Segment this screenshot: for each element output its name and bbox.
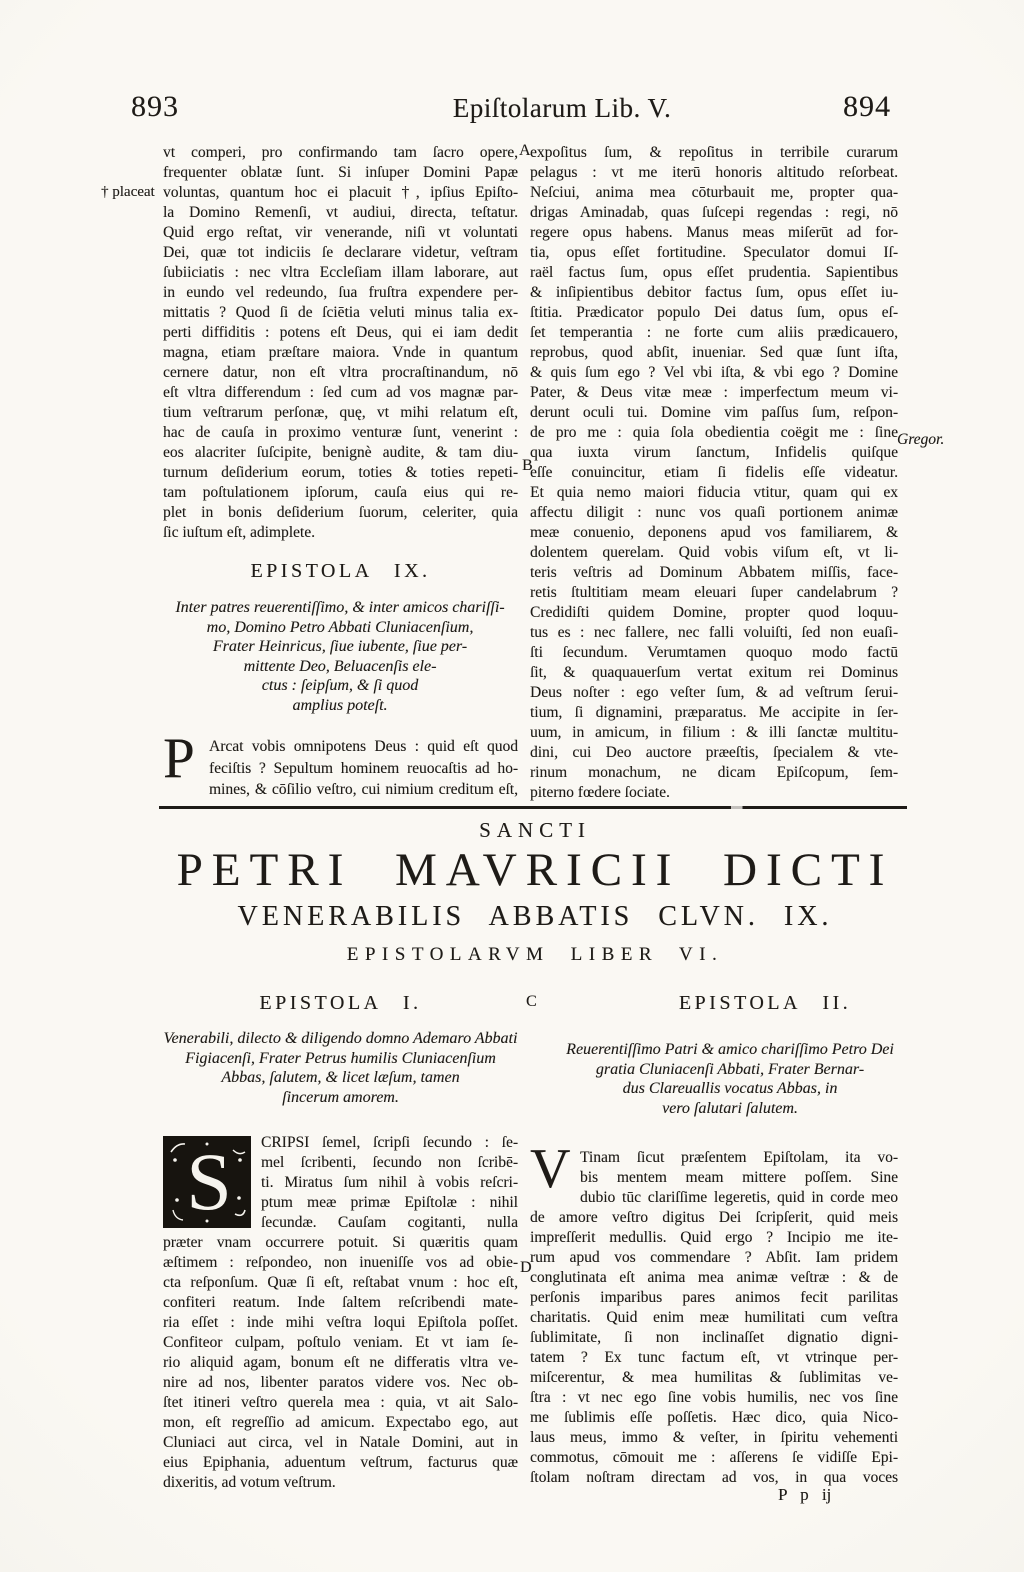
title-sancti: SANCTI bbox=[479, 818, 591, 842]
column-marker-b: B bbox=[522, 457, 533, 474]
page-number-left: 893 bbox=[131, 90, 179, 123]
epistola2-heading: EPISTOLA II. bbox=[678, 992, 852, 1014]
epistola1-heading: EPISTOLA I. bbox=[259, 992, 422, 1014]
drop-cap-v: V bbox=[530, 1138, 571, 1200]
epistola9-dedication: Inter patres reuerentiſſimo, & inter amicos chariſſi- mo, Domino Petro Abbati Cluniacenſium, Frater Heinricus, ſiue iubente, ſiue per- mittente Deo, Beluacenſis ele- ctus : ſeipſum, & ſi quod amplius poteſt. bbox=[175, 599, 505, 714]
title-venerabilis-abbatis: VENERABILIS ABBATIS CLVN. IX. bbox=[237, 901, 833, 932]
running-title: Epiſtolarum Lib. V. bbox=[452, 93, 672, 123]
epistola2-body-lines: Tinam ſicut præſentem Epiſtolam, ita vo- bis mentem meam mittere poſſem. Sine dubio tūc clariſſime legeretis, quid in corde meo de amore veſtro digitus Dei ſcripſerit, quid meis impreſſerit medullis. Quid ergo ? Incipio me ite- rum apud vos commendare ? Abſit. Iam pridem conglutinata eſt anima mea animæ veſtræ : & de perſonis imparibus pares animos fecit parilitas charitatis. Quid enim meæ humilitati cum veſtra ſublimitate, ſi non inclinaſſet dignatio digni- tatem ? Ex tunc factum eſt, vt vtrinque per- miſcerentur, & mea humilitas & ſublimitas ve- ſtra : vt nec ego ſine vobis humilis, nec vos ſine me ſublimis eſſe poſſetis. Hæc dico, quia Nico- laus meus, immo & veſter, in ſpiritu vehementi commotus, cōmouit me : aſſerens ſe vidiſſe Epi- ſtolam noſtram directam ad vos, in qua voces bbox=[530, 1149, 898, 1486]
margin-note-placeat: † placeat bbox=[101, 184, 155, 200]
epistola1-dedication: Venerabili, dilecto & diligendo domno Ademaro Abbati Figiacenſi, Frater Petrus humilis Cluniacenſium Abbas, ſalutem, & licet læſum, tamen ſincerum amorem. bbox=[163, 1030, 518, 1106]
page-number-right: 894 bbox=[843, 90, 891, 123]
column-marker-a: A bbox=[519, 142, 531, 159]
epistola2-dedication: Reuerentiſſimo Patri & amico chariſſimo Petro Dei gratia Cluniacenſi Abbati, Frater Bernar- dus Clareuallis vocatus Abbas, in vero ſalutari ſalutem. bbox=[566, 1041, 894, 1117]
epistola9-right-column-text: expoſitus ſum, & repoſitus in terribile curarum pelagus : vt me iterū honoris altitudo reſorbeat. Neſciui, anima mea cōturbauit me, propter qua- drigas Aminadab, quas ſuſcepi regendas : regi, nō regere opus habens. Manus meas miſerūt ad for- tia, opus eſſet fortitudine. Speculator domui Iſ- raël factus ſum, opus eſſet prudentia. Sapientibus & inſipientibus debitor factus ſum, opus eſſet iu- ſtitia. Prædicator populo Dei datus ſum, opus eſ- ſet temperantia : ne forte cum aliis prædicauero, reprobus, quod abſit, inueniar. Sed quæ ſunt iſta, & quis ſum ego ? Vel vbi iſta, & vbi ego ? Domine Pater, & Deus vitæ meæ : imperfectum meum vi- derunt oculi tui. Domine vim paſſus ſum, reſpon- de pro me : quia ſola obedientia coëgit me : ſine qua iuxta virum ſanctum, Infidelis quiſque eſſe conuincitur, etiam ſi fidelis eſſe videatur. Et quia nemo maiori fiducia vtitur, quam qui ex affectu diligit : nunc vos quaſi portionem animæ meæ conuenio, deponens apud vos familiarem, & dolentem querelam. Quid vobis viſum eſt, vt li- teris veſtris ad Dominum Abbatem miſſis, face- retis ſtultitiam meam eleuari ſuper candelabrum ? Credidiſti quidem Domine, propter quod loquu- tus es : nec fallere, nec falli voluiſti, ſed non euaſi- ſti ſecundum. Verumtamen quoquo modo factū ſit, & quaquauerſum vertat exitum rei Dominus Deus noſter : ego veſter ſum, & ad veſtrum ſerui- tium, ſi dignamini, præparatus. Me accipite in ſer- uum, in amicum, in filium : & illi ſanctæ multitu- dini, cui Deo auctore præeſtis, ſpecialem & vte- rinum monachum, ne dicam Epiſcopum, ſem- piterno fœdere ſociate. bbox=[530, 144, 898, 801]
section-divider-rule bbox=[159, 806, 907, 809]
drop-cap-p: P bbox=[163, 727, 195, 790]
column-marker-d: D bbox=[520, 1259, 532, 1276]
margin-note-gregor: Gregor. bbox=[897, 431, 945, 448]
decorated-initial-s bbox=[163, 1136, 251, 1228]
epistola9-left-column-text: vt comperi, pro confirmando tam ſacro opere, frequenter oblatæ ſunt. Si inſuper Domini Papæ voluntas, quantum hoc ei placuit †, ipſius Epiſto- la Domino Remenſi, vt audiui, directa, teſtatur. Quid ergo reſtat, vir venerande, niſi vt voluntati Dei, quæ tot indiciis ſe declarare videtur, veſtram ſubiiciatis : nec vltra Eccleſiam illam laborare, aut in eundo vel redeundo, ſua fruſtra expendere per- mittatis ? Quod ſi de ſciētia veluti minus talia ex- perti diffiditis : potens eſt Deus, qui ei iam dedit magna, etiam præſtare maiora. Vnde in quantum cernere datur, non eſt vltra procraſtinandum, nō eſt vltra differendum : ſed cum ad vos magnæ par- tium veſtrarum perſonæ, quę, vt mihi relatum eſt, hac de cauſa in proximo venturæ ſunt, venerint : eos alacriter ſuſcipite, benignè audite, & tam diu- turnum deſiderium eorum, toties & toties repeti- tam poſtulationem ipſorum, cauſa eius qui re- plet in bonis deſiderium ſuorum, celeriter, quia ſic iuſtum eſt, adimplete. bbox=[163, 144, 518, 541]
svg-text:S: S bbox=[186, 1136, 232, 1227]
epistola1-body bbox=[163, 1133, 518, 1493]
column-marker-c: C bbox=[526, 993, 537, 1010]
epistola9-parcat-paragraph bbox=[163, 727, 518, 801]
title-petri-mavricii-dicti: PETRI MAVRICII DICTI bbox=[176, 844, 894, 896]
title-epistolarum-liber: EPISTOLARVM LIBER VI. bbox=[346, 944, 724, 965]
epistola1-body-lines: CRIPSI ſemel, ſcripſi ſecundo : ſe- mel ſcribenti, ſecundo non ſcribē- ti. Miratus ſum nihil à vobis reſcri- ptum meæ primæ Epiſtolæ : nihil ſecundæ. Cauſam cogitanti, nulla præter vnam occurrere potuit. Si quæritis quam æſtimem : reſpondeo, non inueniſſe vos ad obie- cta reſponſum. Quæ ſi eſt, reſtabat vnum : hoc eſt, confiteri reatum. Inde ſaltem reſcribendi mate- ria eſſet : inde mihi veſtra loqui Epiſtola poſſet. Confiteor culpam, poſtulo veniam. Et vt iam ſe- rio aliquid agam, bonum eſt ne differatis vltra ve- nire ad nos, libenter paratos videre vos. Nec ob- ſtet itineri veſtro querela mea : quia, vt ait Salo- mon, eſt regreſſio ad amicum. Expectabo ego, aut Cluniaci aut circa, vel in Natale Domini, aut in eius Epiphania, aduentum veſtrum, facturus quæ dixeritis, ad votum veſtrum. bbox=[163, 1134, 518, 1491]
parcat-lines: Arcat vobis omnipotens Deus : quid eſt quod feciſtis ? Sepultum hominem reuocaſtis ad ho- mines, & cōſilio veſtro, cui nimium creditum eſt, bbox=[209, 738, 518, 798]
epistola9-heading: EPISTOLA IX. bbox=[250, 560, 431, 582]
epistola2-body bbox=[530, 1138, 898, 1488]
signature-mark: P p ij bbox=[778, 1485, 832, 1504]
